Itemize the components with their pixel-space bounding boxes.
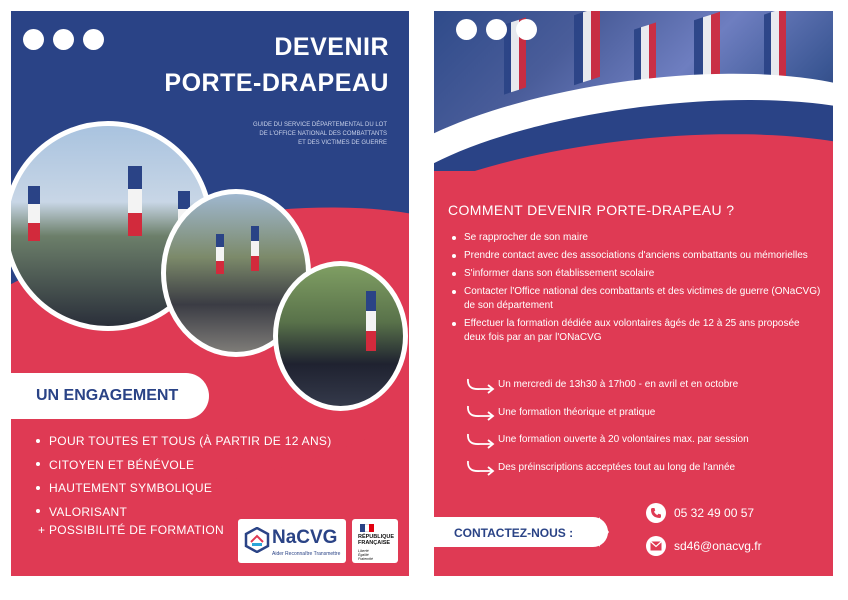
flag-icon: [128, 166, 142, 236]
rf-motto1: Liberté: [358, 549, 369, 553]
curved-arrow-icon: [464, 458, 496, 476]
contact-label: CONTACTEZ-NOUS :: [454, 526, 574, 540]
title-line2: PORTE-DRAPEAU: [164, 69, 389, 97]
email-icon: [646, 536, 666, 556]
title-line1: DEVENIR: [274, 33, 389, 61]
list-item: [464, 371, 749, 399]
dot-icon: [23, 29, 44, 50]
list-item-text: POUR TOUTES ET TOUS (À PARTIR DE 12 ANS): [49, 434, 332, 448]
steps-list: [452, 231, 822, 349]
list-item: [36, 430, 332, 454]
formation-note: + POSSIBILITÉ DE FORMATION: [38, 523, 224, 537]
flags-photo-banner: [434, 11, 833, 171]
dot-icon: [83, 29, 104, 50]
subtitle-line2: DE L'OFFICE NATIONAL DES COMBATTANTS: [259, 131, 387, 137]
curved-arrow-icon: [464, 431, 496, 449]
flag-icon: [366, 291, 376, 351]
subtitle: [187, 121, 387, 148]
list-item: [464, 426, 749, 454]
list-item-text: Une formation ouverte à 20 volontaires max. par session: [498, 434, 749, 446]
french-flag-icon: [360, 524, 374, 532]
flag-icon: [28, 186, 40, 241]
dot-icon: [53, 29, 74, 50]
list-item: Se rapprocher de son maire: [452, 231, 822, 245]
right-page: [434, 11, 833, 576]
rf-motto2: Égalité: [358, 553, 369, 557]
dot-icon: [486, 19, 507, 40]
flag-icon: [574, 11, 600, 85]
subtitle-line3: ET DES VICTIMES DE GUERRE: [298, 140, 387, 146]
logo-name: NaCVG: [272, 527, 338, 548]
list-item-text: Des préinscriptions acceptées tout au long de l'année: [498, 461, 736, 473]
flag-icon: [251, 226, 259, 271]
list-item: S'informer dans son établissement scolaire: [452, 267, 822, 281]
training-details-list: [464, 371, 749, 481]
curved-arrow-icon: [464, 403, 496, 421]
engagement-list: [36, 430, 332, 524]
list-item-text: Un mercredi de 13h30 à 17h00 - en avril et en octobre: [498, 379, 739, 391]
list-item: Prendre contact avec des associations d'anciens combattants ou mémorielles: [452, 249, 822, 263]
bullet-icon: [36, 509, 40, 513]
rf-motto: [358, 549, 373, 561]
logo-tagline: Aider Reconnaître Transmettre: [272, 551, 341, 557]
republique-francaise-logo: [352, 519, 398, 563]
bullet-icon: [36, 486, 40, 490]
list-item: [36, 454, 332, 478]
decorative-dots: [23, 29, 104, 50]
page-title: [164, 29, 389, 101]
hexagon-logo-icon: [244, 527, 270, 553]
list-item-text: Une formation théorique et pratique: [498, 406, 656, 418]
list-item: [464, 454, 749, 482]
list-item-text: VALORISANT: [49, 504, 128, 519]
list-item: Contacter l'Office national des combattants et des victimes de guerre (ONaCVG) de son département: [452, 285, 822, 313]
contact-banner: [434, 517, 608, 547]
contact-arrow-tip: [599, 517, 609, 547]
list-item: [464, 399, 749, 427]
email-address[interactable]: sd46@onacvg.fr: [674, 539, 762, 553]
phone-icon: [646, 503, 666, 523]
flag-icon: [216, 234, 224, 274]
phone-number[interactable]: 05 32 49 00 57: [674, 506, 755, 520]
curved-arrow-icon: [464, 376, 496, 394]
list-item-text: CITOYEN ET BÉNÉVOLE: [49, 457, 195, 472]
list-item: [36, 477, 332, 501]
engagement-heading: UN ENGAGEMENT: [36, 387, 179, 404]
rf-line2: FRANÇAISE: [358, 540, 391, 546]
left-page: [11, 11, 409, 576]
dot-icon: [456, 19, 477, 40]
rf-line1: RÉPUBLIQUE: [358, 534, 395, 540]
dot-icon: [516, 19, 537, 40]
rf-motto3: Fraternité: [358, 557, 373, 561]
bullet-icon: [36, 462, 40, 466]
subtitle-line1: GUIDE DU SERVICE DÉPARTEMENTAL DU LOT: [252, 122, 387, 128]
rf-name: [358, 534, 394, 546]
engagement-banner: [11, 373, 209, 419]
bullet-icon: [36, 439, 40, 443]
onacvg-logo: [238, 519, 346, 563]
list-item-text: HAUTEMENT SYMBOLIQUE: [49, 481, 213, 495]
decorative-dots: [456, 19, 537, 40]
list-item: Effectuer la formation dédiée aux volontaires âgés de 12 à 25 ans proposée deux fois par an par l'ONaCVG: [452, 317, 822, 345]
howto-heading: COMMENT DEVENIR PORTE-DRAPEAU ?: [448, 202, 735, 218]
photo-ceremony: [273, 261, 408, 411]
